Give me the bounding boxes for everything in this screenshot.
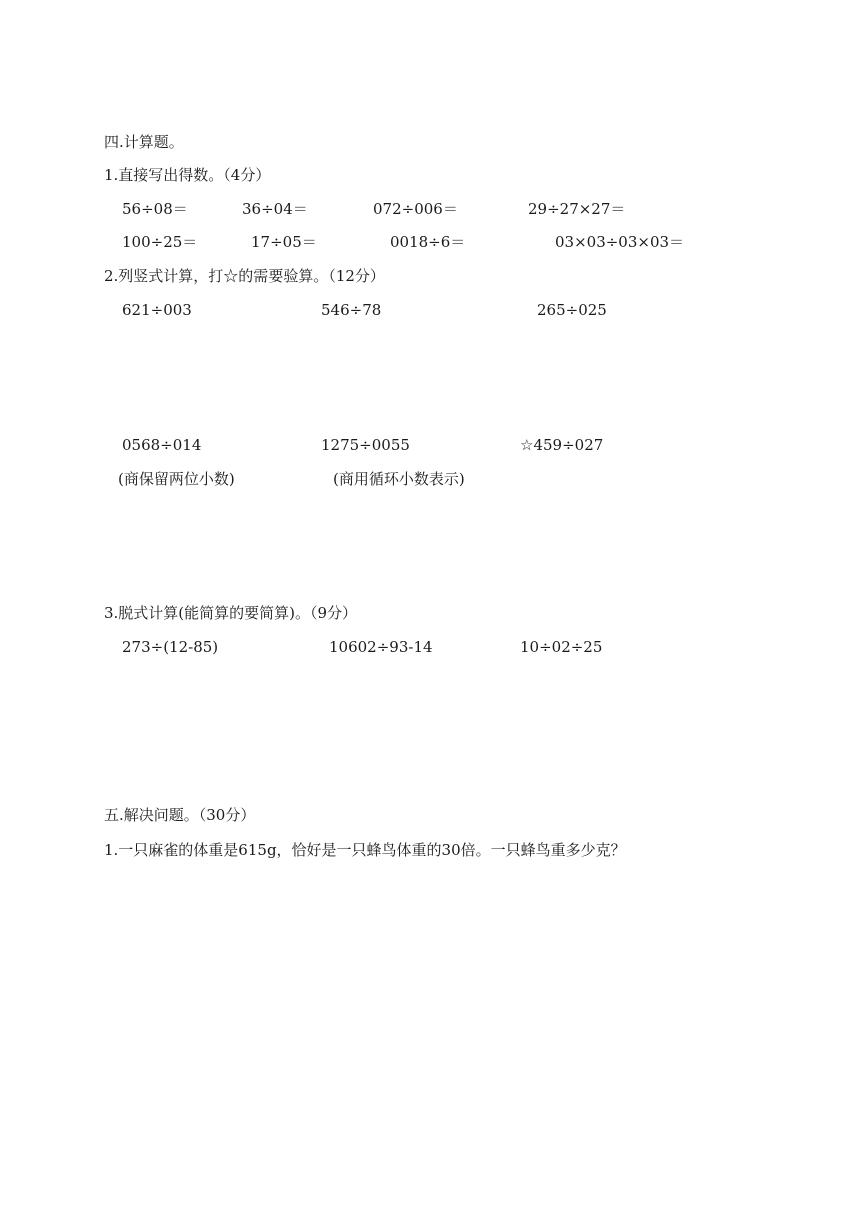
q2-note: (商用循环小数表示) (333, 470, 465, 488)
q2-note: (商保留两位小数) (118, 470, 235, 488)
q2-item: 621÷003 (122, 301, 192, 319)
q2-item-starred: ☆459÷027 (520, 436, 604, 454)
q1-item: 0018÷6＝ (390, 233, 466, 251)
q2-item: 546÷78 (321, 301, 382, 319)
q2-item: 265÷025 (537, 301, 607, 319)
section4-title: 四.计算题。 (104, 133, 184, 151)
q2-title: 2.列竖式计算，打☆的需要验算。（12分） (104, 267, 385, 285)
q1-item: 36÷04＝ (242, 200, 308, 218)
section5-title: 五.解决问题。（30分） (104, 806, 256, 824)
q2-item: 1275÷0055 (321, 436, 410, 454)
q1-item: 03×03÷03×03＝ (555, 233, 685, 251)
q3-item: 10÷02÷25 (520, 638, 603, 656)
q1-item: 072÷006＝ (373, 200, 458, 218)
q1-item: 17÷05＝ (251, 233, 317, 251)
problem-text: 1.一只麻雀的体重是615g，恰好是一只蜂鸟体重的30倍。一只蜂鸟重多少克？ (104, 841, 626, 859)
q3-item: 273÷(12-85) (122, 638, 219, 656)
q1-item: 100÷25＝ (122, 233, 198, 251)
q2-item: 0568÷014 (122, 436, 202, 454)
q1-item: 29÷27×27＝ (528, 200, 626, 218)
q3-item: 10602÷93-14 (329, 638, 433, 656)
q1-item: 56÷08＝ (122, 200, 188, 218)
q3-title: 3.脱式计算(能简算的要简算)。（9分） (104, 604, 358, 622)
q1-title: 1.直接写出得数。（4分） (104, 166, 271, 184)
